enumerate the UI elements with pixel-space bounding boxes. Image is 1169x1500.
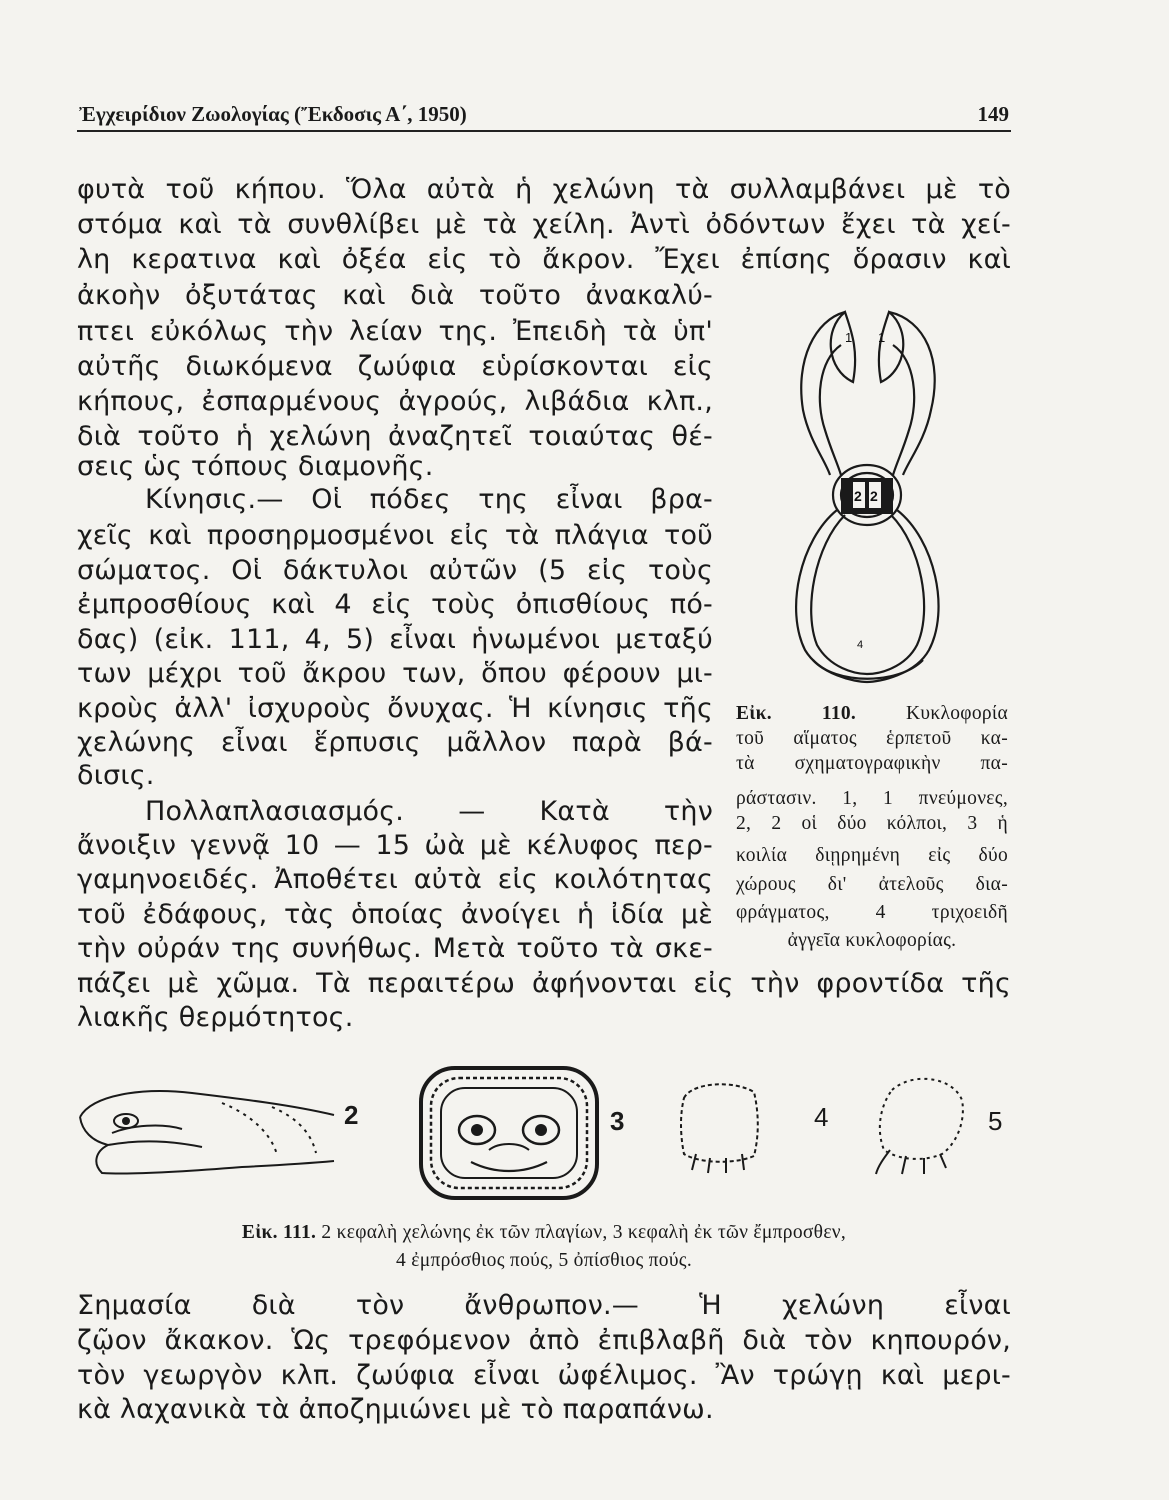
figure-110-circulation-diagram bbox=[775, 290, 975, 710]
text-line: σώματος. Οἱ δάκτυλοι αὐτῶν (5 εἰς τοὺς bbox=[77, 555, 713, 586]
figure-110-caption-line: χώρους δι' ἀτελοῦς δια- bbox=[736, 874, 1008, 895]
text-line: χεῖς καὶ προσηρμοσμένοι εἰς τὰ πλάγια τοῦ bbox=[77, 520, 713, 551]
text-line: ἐμπροσθίους καὶ 4 εἰς τοὺς ὀπισθίους πό- bbox=[77, 589, 713, 620]
front-foot-illustration bbox=[674, 1078, 764, 1176]
circulation-diagram-icon bbox=[775, 290, 975, 710]
text-line: των μέχρι τοῦ ἄκρου των, ὅπου φέρουν μι- bbox=[77, 658, 713, 689]
front-foot-icon bbox=[674, 1078, 764, 1176]
figure-110-caption-line: ράστασιν. 1, 1 πνεύμονες, bbox=[736, 788, 1008, 809]
text-line: δισις. bbox=[77, 760, 155, 791]
text-line: σεις ὡς τόπους διαμονῆς. bbox=[77, 451, 434, 482]
hind-foot-icon bbox=[862, 1070, 972, 1180]
section-heading-line: Πολλαπλασιασμός. — Κατὰ τὴν bbox=[145, 796, 713, 827]
fig110-label-2b: 2 bbox=[870, 488, 878, 504]
turtle-head-side-illustration bbox=[72, 1075, 342, 1185]
figure-110-caption-line: ἀγγεῖα κυκλοφορίας. bbox=[787, 930, 957, 951]
turtle-head-side-icon bbox=[72, 1075, 342, 1185]
fig110-label-2a: 2 bbox=[854, 488, 862, 504]
figure-111-caption-line1: Εἰκ. 111. 2 κεφαλὴ χελώνης ἐκ τῶν πλαγίων, 3 κεφαλὴ ἐκ τῶν ἔμπροσθεν, bbox=[241, 1222, 847, 1243]
text-line: τὴν οὐράν της συνήθως. Μετὰ τοῦτο τὰ σκε- bbox=[77, 933, 713, 964]
page-number: 149 bbox=[977, 102, 1009, 126]
fig110-label-1b: 1 bbox=[878, 330, 886, 345]
section-heading-line: Σημασία διὰ τὸν ἄνθρωπον.— Ἡ χελώνη εἶναι bbox=[77, 1290, 1011, 1321]
running-header bbox=[77, 100, 1011, 132]
figure-110-caption-line: τὰ σχηματογραφικὴν πα- bbox=[736, 753, 1008, 774]
text-line: αὐτῆς διωκόμενα ζωύφια εὑρίσκονται εἰς bbox=[77, 351, 713, 382]
figure-110-caption-line: 2, 2 οἱ δύο κόλποι, 3 ἡ bbox=[736, 813, 1008, 834]
turtle-head-front-icon bbox=[415, 1062, 603, 1204]
figure-110-caption-line1: Εἰκ. 110. Κυκλοφορία bbox=[736, 703, 1008, 724]
section-heading-line: Κίνησις.— Οἱ πόδες της εἶναι βρα- bbox=[145, 484, 713, 515]
figure-111-caption-line2: 4 ἐμπρόσθιος πούς, 5 ὀπίσθιος πούς. bbox=[395, 1250, 693, 1271]
book-title: Ἐγχειρίδιον Ζωολογίας (Ἔκδοσις Α΄, 1950) bbox=[79, 102, 467, 126]
text-line: γαμηνοειδές. Ἀποθέτει αὐτὰ εἰς κοιλότητας bbox=[77, 864, 713, 895]
figure-110-caption-line: φράγματος, 4 τριχοειδῆ bbox=[736, 902, 1008, 923]
text-line: κὰ λαχανικὰ τὰ ἀποζημιώνει μὲ τὸ παραπάνω. bbox=[77, 1394, 714, 1425]
text-line: κήπους, ἐσπαρμένους ἀγρούς, λιβάδια κλπ., bbox=[77, 386, 713, 417]
turtle-head-front-illustration bbox=[415, 1062, 603, 1204]
text-line: χελώνης εἶναι ἕρπυσις μᾶλλον παρὰ βά- bbox=[77, 727, 713, 758]
text-line: στόμα καὶ τὰ συνθλίβει μὲ τὰ χείλη. Ἀντὶ ὀδόντων ἔχει τὰ χεί- bbox=[77, 209, 1011, 240]
text-line: τὸν γεωργὸν κλπ. ζωύφια εἶναι ὠφέλιμος. Ἂν τρώγῃ καὶ μερι- bbox=[77, 1360, 1011, 1391]
text-line: ἀκοὴν ὀξυτάτας καὶ διὰ τοῦτο ἀνακαλύ- bbox=[77, 280, 713, 311]
text-line: ἄνοιξιν γεννᾷ 10 — 15 ὠὰ μὲ κέλυφος περ- bbox=[77, 830, 713, 861]
fig111-label-3: 3 bbox=[610, 1106, 625, 1136]
text-line: φυτὰ τοῦ κήπου. Ὅλα αὐτὰ ἡ χελώνη τὰ συλλαμβάνει μὲ τὸ bbox=[77, 174, 1011, 205]
text-line: κροὺς ἀλλ' ἰσχυροὺς ὄνυχας. Ἡ κίνησις τῆς bbox=[77, 693, 713, 724]
figure-111-number: Εἰκ. 111. bbox=[241, 1222, 317, 1243]
figure-110-caption-line: κοιλία διῃρημένη εἰς δύο bbox=[736, 845, 1008, 866]
text-line: ζῷον ἄκακον. Ὡς τρεφόμενον ἀπὸ ἐπιβλαβῆ διὰ τὸν κηπουρόν, bbox=[77, 1325, 1011, 1356]
text-line: τοῦ ἐδάφους, τὰς ὁποίας ἀνοίγει ἡ ἰδία μὲ bbox=[77, 899, 713, 930]
fig111-label-2: 2 bbox=[344, 1100, 359, 1130]
fig110-label-1a: 1 bbox=[845, 330, 853, 345]
hind-foot-illustration bbox=[862, 1070, 972, 1180]
text-line: διὰ τοῦτο ἡ χελώνη ἀναζητεῖ τοιαύτας θέ- bbox=[77, 421, 713, 452]
text-line: πτει εὐκόλως τὴν λείαν της. Ἐπειδὴ τὰ ὑπ' bbox=[77, 316, 713, 347]
fig110-label-4: 4 bbox=[857, 639, 864, 651]
fig111-label-5: 5 bbox=[988, 1106, 1003, 1136]
text-line: λιακῆς θερμότητος. bbox=[77, 1002, 354, 1033]
figure-110-number: Εἰκ. 110. bbox=[736, 703, 857, 724]
text-line: πάζει μὲ χῶμα. Τὰ περαιτέρω ἀφήνονται εἰς τὴν φροντίδα τῆς bbox=[77, 968, 1011, 999]
text-line: λη κερατινα καὶ ὀξέα εἰς τὸ ἄκρον. Ἔχει ἐπίσης ὅρασιν καὶ bbox=[77, 244, 1011, 275]
fig111-label-4: 4 bbox=[814, 1102, 829, 1132]
figure-110-caption-line: τοῦ αἵματος ἑρπετοῦ κα- bbox=[736, 728, 1008, 749]
text-line: δας) (εἰκ. 111, 4, 5) εἶναι ἡνωμένοι μεταξύ bbox=[77, 624, 713, 655]
